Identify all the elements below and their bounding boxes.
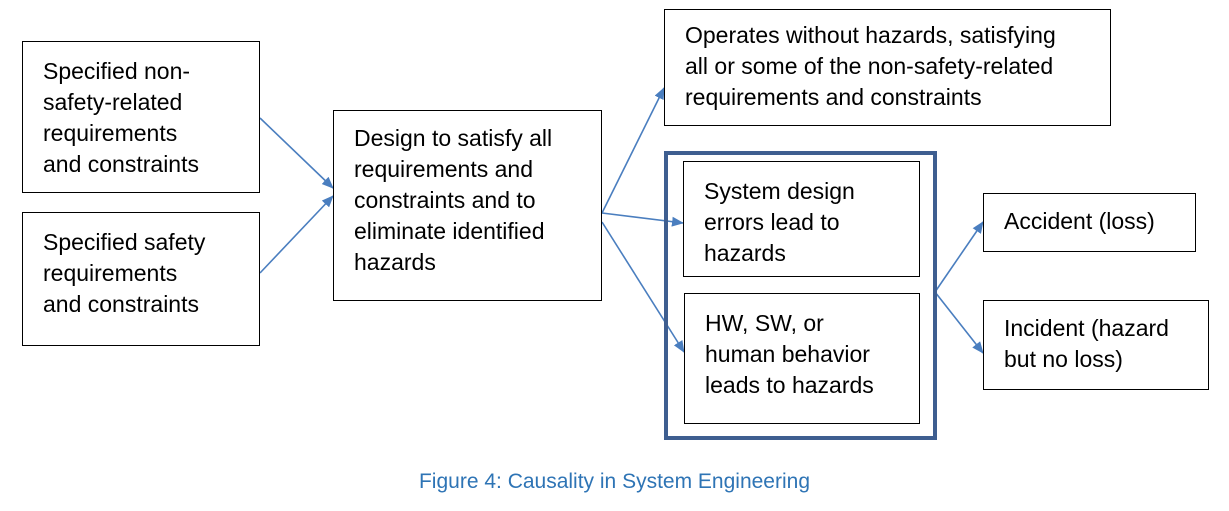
node-safety-requirements: Specified safety requirements and constraints bbox=[22, 212, 260, 346]
node-operates-without-hazards: Operates without hazards, satisfying all or some of the non-safety-related requirements and constraints bbox=[664, 9, 1111, 126]
node-non-safety-requirements: Specified non- safety-related requirements and constraints bbox=[22, 41, 260, 193]
arrow-group-to-incident bbox=[935, 292, 983, 353]
figure-caption: Figure 4: Causality in System Engineering bbox=[418, 470, 811, 493]
arrow-design-to-operates bbox=[602, 88, 664, 213]
arrow-safety-to-design bbox=[260, 196, 333, 273]
arrow-group-to-accident bbox=[935, 222, 983, 292]
node-accident: Accident (loss) bbox=[983, 193, 1196, 252]
node-incident: Incident (hazard but no loss) bbox=[983, 300, 1209, 390]
node-design: Design to satisfy all requirements and constraints and to eliminate identified hazards bbox=[333, 110, 602, 301]
node-behavior-leads-to-hazards: HW, SW, or human behavior leads to hazards bbox=[684, 293, 920, 424]
node-system-design-errors: System design errors lead to hazards bbox=[683, 161, 920, 277]
arrow-nonsafety-to-design bbox=[260, 118, 333, 188]
